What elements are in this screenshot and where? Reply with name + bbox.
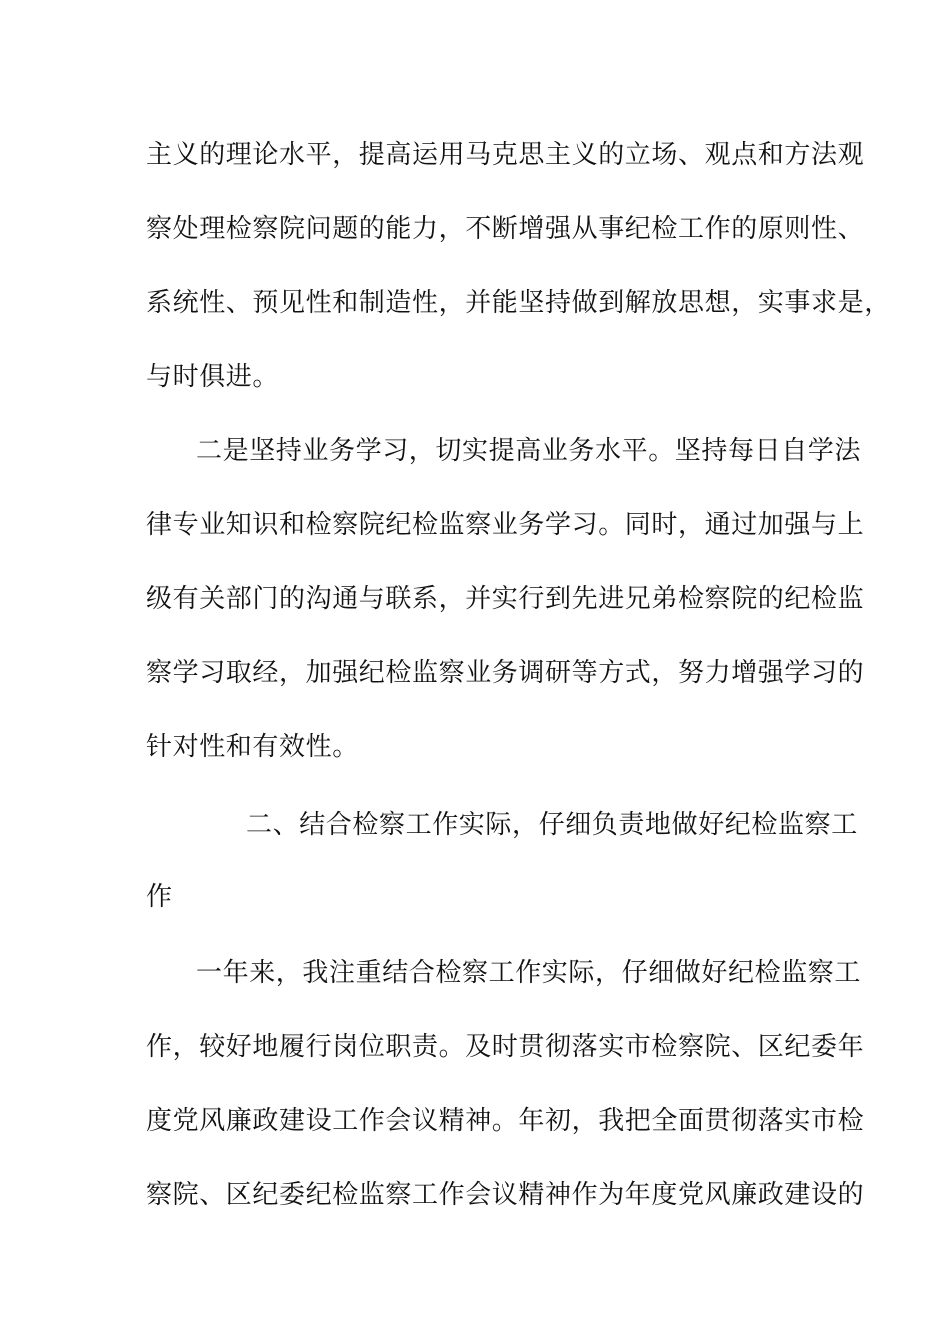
section-heading-line-1: 二、结合检察工作实际，仔细负责地做好纪检监察工 xyxy=(246,810,858,840)
text-line-3: 系统性、预见性和制造性，并能坚持做到解放思想，实事求是， xyxy=(146,288,891,318)
paragraph-2-line-4: 察学习取经，加强纪检监察业务调研等方式，努力增强学习的 xyxy=(146,658,865,688)
text-line-1: 主义的理论水平，提高运用马克思主义的立场、观点和方法观 xyxy=(146,140,865,170)
paragraph-3-line-2: 作，较好地履行岗位职责。及时贯彻落实市检察院、区纪委年 xyxy=(146,1032,865,1062)
text-line-2: 察处理检察院问题的能力，不断增强从事纪检工作的原则性、 xyxy=(146,214,865,244)
paragraph-3-line-1: 一年来，我注重结合检察工作实际，仔细做好纪检监察工 xyxy=(196,958,862,988)
paragraph-2-line-1: 二是坚持业务学习，切实提高业务水平。坚持每日自学法 xyxy=(196,436,862,466)
paragraph-3-line-3: 度党风廉政建设工作会议精神。年初，我把全面贯彻落实市检 xyxy=(146,1106,865,1136)
paragraph-2-line-3: 级有关部门的沟通与联系，并实行到先进兄弟检察院的纪检监 xyxy=(146,584,865,614)
section-heading-line-2: 作 xyxy=(146,882,173,912)
paragraph-2-line-5: 针对性和有效性。 xyxy=(146,732,359,762)
text-line-4: 与时俱进。 xyxy=(146,362,280,392)
paragraph-2-line-2: 律专业知识和检察院纪检监察业务学习。同时，通过加强与上 xyxy=(146,510,865,540)
paragraph-3-line-4: 察院、区纪委纪检监察工作会议精神作为年度党风廉政建设的 xyxy=(146,1180,865,1210)
